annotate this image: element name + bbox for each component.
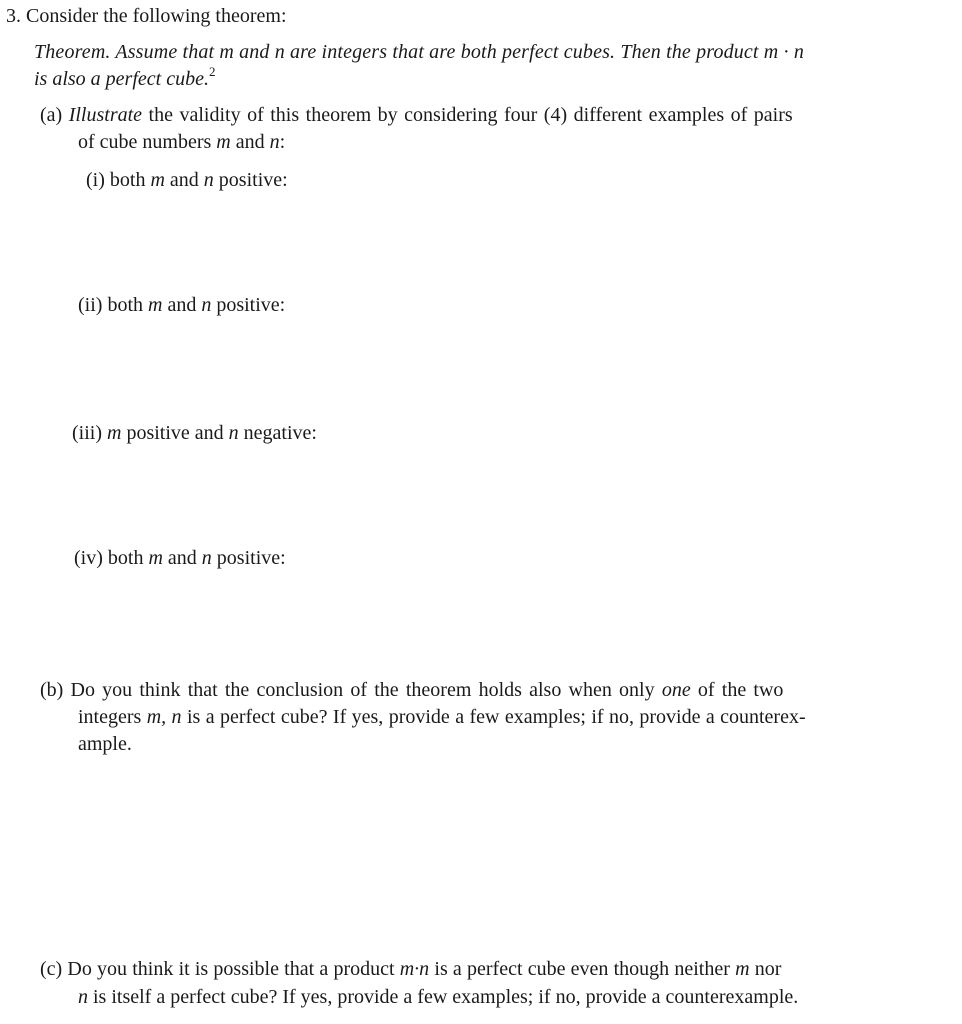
subpart-text: both [107, 294, 148, 316]
subpart-text: both [107, 547, 149, 569]
math-m: m [107, 422, 122, 444]
subpart-text: and [162, 294, 202, 316]
subpart-text: positive: [213, 169, 288, 191]
math-n: n [228, 422, 239, 444]
part-a-emphasis: Illustrate [68, 104, 143, 126]
subpart-label: (iv) [74, 547, 103, 569]
subpart-iii [72, 419, 317, 447]
part-b-text: Do you think that the conclusion of the theorem holds also when only [70, 679, 662, 701]
math-m: m [148, 547, 163, 569]
part-c-text: nor [749, 958, 782, 980]
subpart-ii [78, 291, 285, 319]
part-c-text: is a perfect cube even though neither [429, 958, 736, 980]
footnote-mark: 2 [208, 64, 216, 79]
math-n: n [201, 547, 212, 569]
subpart-label: (i) [86, 169, 105, 191]
part-b-text: integers [78, 706, 147, 728]
part-c-label: (c) [40, 958, 63, 980]
math-n: n [269, 131, 280, 153]
part-b-emphasis: one [661, 679, 691, 701]
subpart-i [86, 166, 288, 194]
part-c-line-1 [40, 955, 781, 983]
subpart-label: (iii) [72, 422, 102, 444]
math-m: m [216, 131, 231, 153]
math-n: n [78, 986, 88, 1008]
part-b-line-3 [78, 730, 132, 758]
problem-heading [6, 2, 287, 30]
subpart-label: (ii) [78, 294, 103, 316]
theorem-label: Theorem. [34, 41, 111, 63]
problem-intro: Consider the following theorem: [26, 5, 287, 27]
math-m-n: m, n [146, 706, 182, 728]
theorem-conclusion: is also a perfect cube. [34, 68, 209, 90]
subpart-iv [74, 544, 286, 572]
part-c-line-2 [78, 983, 798, 1011]
math-product: m·n [399, 958, 430, 980]
part-b-text: is a perfect cube? If yes, provide a few examples; if no, provide a counterex- [181, 706, 806, 728]
problem-number: 3. [6, 5, 21, 27]
part-b-label: (b) [40, 679, 64, 701]
theorem-line-1 [34, 38, 804, 66]
part-a-line-2 [78, 128, 285, 156]
part-b-line-2 [78, 703, 806, 731]
subpart-text: positive: [211, 294, 286, 316]
subpart-text: and [164, 169, 204, 191]
part-c-text: is itself a perfect cube? If yes, provide a few examples; if no, provide a counterexample. [88, 986, 799, 1008]
subpart-text: positive: [211, 547, 286, 569]
math-m: m [148, 294, 163, 316]
subpart-text: positive and [121, 422, 229, 444]
part-a-line-1 [40, 101, 793, 129]
theorem-product-math: m · n [763, 41, 804, 63]
math-m: m [150, 169, 165, 191]
part-a-text: the validity of this theorem by considering four (4) different examples of pairs [148, 104, 793, 126]
math-n: n [201, 294, 212, 316]
part-a-label: (a) [40, 104, 63, 126]
math-n: n [203, 169, 214, 191]
part-b-text: of the two [690, 679, 784, 701]
subpart-text: negative: [238, 422, 317, 444]
part-a-line-2-colon: : [279, 131, 286, 153]
part-a-line-2-text: of cube numbers [78, 131, 217, 153]
theorem-line-2 [34, 65, 215, 95]
part-b-line-1 [40, 676, 783, 704]
part-c-text: Do you think it is possible that a product [67, 958, 400, 980]
part-b-text: ample. [78, 733, 132, 755]
theorem-statement: Assume that m and n are integers that are both perfect cubes. Then the product [115, 41, 764, 63]
subpart-text: both [109, 169, 151, 191]
math-m: m [735, 958, 750, 980]
part-a-line-2-and: and [230, 131, 270, 153]
subpart-text: and [162, 547, 202, 569]
